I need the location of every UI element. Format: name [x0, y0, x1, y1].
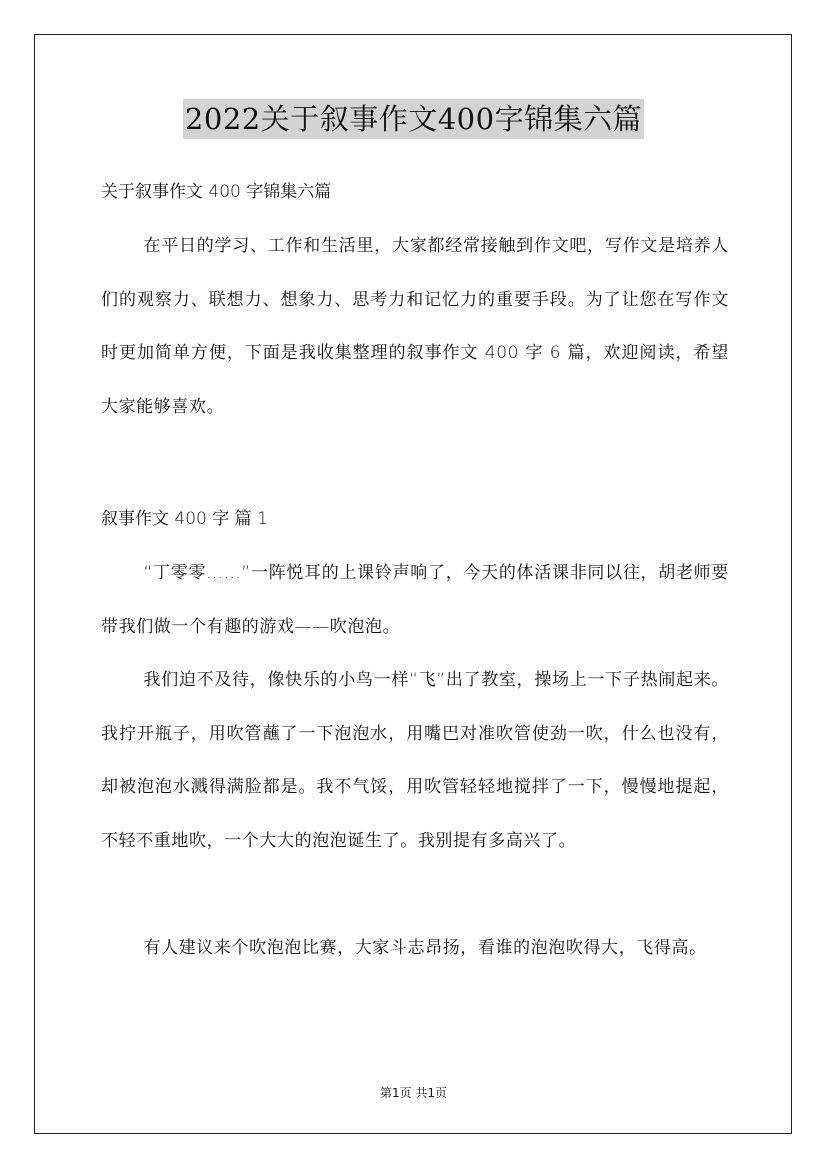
body-paragraph-3: 有人建议来个吹泡泡比赛，大家斗志昂扬，看谁的泡泡吹得大，飞得高。: [143, 938, 707, 958]
body-paragraph-2: 我们迫不及待，像快乐的小鸟一样“飞”出了教室，操场上一下子热闹起来。我拧开瓶子，用吹管蘸了一下泡泡水，用嘴巴对准吹管使劲一吹，什么也没有，却被泡泡水溅得满脸都是。我不气馁，用吹管轻轻地搅拌了一下，慢慢地提起，不轻不重地吹，一个大大的泡泡诞生了。我别提有多高兴了。: [101, 670, 729, 851]
intro-paragraph: 在平日的学习、工作和生活里，大家都经常接触到作文吧，写作文是培养人们的观察力、联想力、想象力、思考力和记忆力的重要手段。为了让您在写作文时更加简单方便，下面是我收集整理的叙事作文 400 字 6 篇，欢迎阅读，希望大家能够喜欢。: [101, 236, 729, 417]
document-subtitle: 关于叙事作文 400 字锦集六篇: [101, 182, 332, 202]
section-heading: 叙事作文 400 字 篇 1: [101, 509, 268, 529]
title-container: [0, 99, 827, 139]
document-title: 2022关于叙事作文400字锦集六篇: [183, 99, 644, 139]
body-paragraph-1: “丁零零……”一阵悦耳的上课铃声响了，今天的体活课非同以往，胡老师要带我们做一个有趣的游戏——吹泡泡。: [101, 563, 729, 637]
page-footer: 第1页 共1页: [379, 1086, 448, 1100]
